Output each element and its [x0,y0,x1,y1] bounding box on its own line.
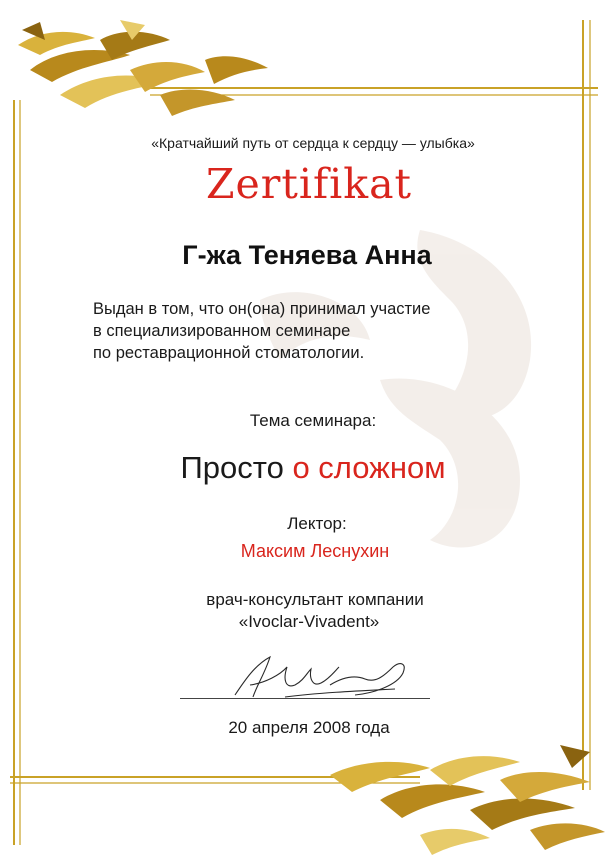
seminar-topic [8,450,610,486]
gold-ribbon-ornament-top-left [18,20,268,116]
seminar-topic-part1: Просто [180,450,284,485]
certificate-description [93,298,430,364]
description-line: Выдан в том, что он(она) принимал участие [93,300,431,318]
signature-line [180,698,430,699]
description-line: по реставрационной стоматологии. [93,344,365,362]
lecturer-role: врач-консультант компании [206,590,424,609]
seminar-topic-part2: о сложном [292,450,446,485]
gold-ribbon-ornament-bottom-right [330,745,605,855]
certificate-title: Zertifikat [206,160,412,208]
recipient-name: Г-жа Теняева Анна [182,240,432,270]
certificate-motto: «Кратчайший путь от сердца к сердцу — улыбка» [151,135,475,151]
lecturer-name: Максим Леснухин [240,541,390,561]
description-line: в специализированном семинаре [93,322,351,340]
company-name: «Ivoclar-Vivadent» [238,612,380,631]
signature-graphic [225,645,425,705]
lecturer-label: Лектор: [287,514,347,533]
certificate-date: 20 апреля 2008 года [228,718,390,737]
seminar-topic-label: Тема семинара: [249,411,377,430]
